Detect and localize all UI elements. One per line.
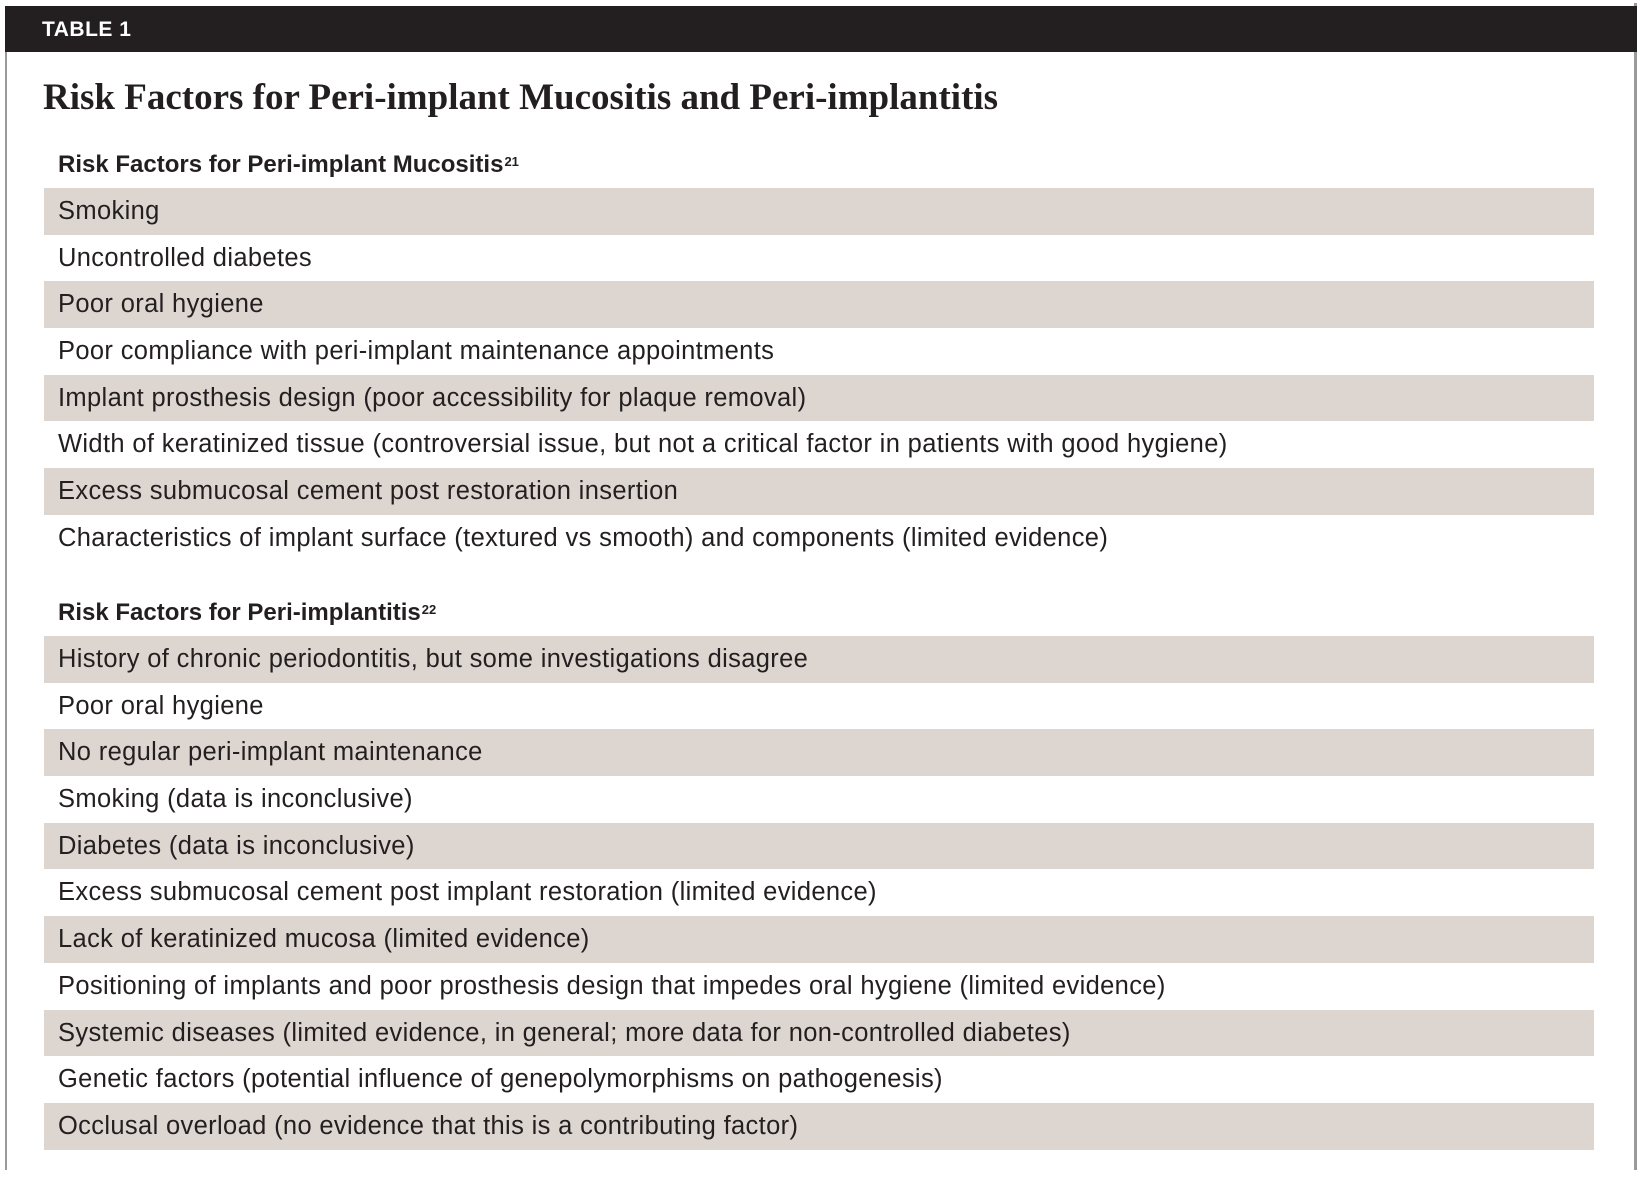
- section-heading-text: Risk Factors for Peri-implantitis: [58, 599, 421, 626]
- table-row: Diabetes (data is inconclusive): [44, 823, 1594, 870]
- table-row: History of chronic periodontitis, but some investigations disagree: [44, 636, 1594, 683]
- table-row: Implant prosthesis design (poor accessibility for plaque removal): [44, 375, 1594, 422]
- table-row: Smoking (data is inconclusive): [58, 785, 413, 814]
- table-row: Poor oral hygiene: [44, 281, 1594, 328]
- section-peri-implantitis: [44, 596, 1594, 1150]
- table-row: Poor oral hygiene: [58, 691, 264, 720]
- table-row: Poor compliance with peri-implant maintenance appointments: [58, 337, 775, 366]
- table-row: Genetic factors (potential influence of genepolymorphisms on pathogenesis): [58, 1065, 943, 1094]
- table-label: TABLE 1: [42, 18, 132, 41]
- table-row: Uncontrolled diabetes: [58, 243, 313, 272]
- section-heading: [44, 148, 1594, 188]
- table-title: Risk Factors for Peri-implant Mucositis and Peri-implantitis: [43, 77, 999, 118]
- table-row: Lack of keratinized mucosa (limited evidence): [44, 916, 1594, 963]
- table-row: Excess submucosal cement post restoration insertion: [44, 468, 1594, 515]
- table-row: Systemic diseases (limited evidence, in general; more data for non-controlled diabetes): [44, 1010, 1594, 1057]
- table-row: Smoking: [44, 188, 1594, 235]
- table-row: No regular peri-implant maintenance: [44, 729, 1594, 776]
- table-row: Width of keratinized tissue (controversial issue, but not a critical factor in patients with good hygiene): [58, 430, 1228, 459]
- table-row: Characteristics of implant surface (textured vs smooth) and components (limited evidence): [58, 523, 1109, 552]
- section-heading: [44, 596, 1594, 636]
- table-row: Occlusal overload (no evidence that this is a contributing factor): [44, 1103, 1594, 1150]
- reference-superscript: 21: [504, 154, 519, 169]
- table-frame-right-border: [1634, 3, 1637, 1170]
- table-row: Excess submucosal cement post implant restoration (limited evidence): [58, 878, 877, 907]
- section-heading-text: Risk Factors for Peri-implant Mucositis: [58, 151, 504, 178]
- table-frame-left-border: [5, 6, 7, 1170]
- reference-superscript: 22: [421, 602, 437, 617]
- table-row: Positioning of implants and poor prosthesis design that impedes oral hygiene (limited evidence): [58, 971, 1166, 1000]
- table-header-bar: [5, 6, 1637, 52]
- section-mucositis: [44, 148, 1594, 562]
